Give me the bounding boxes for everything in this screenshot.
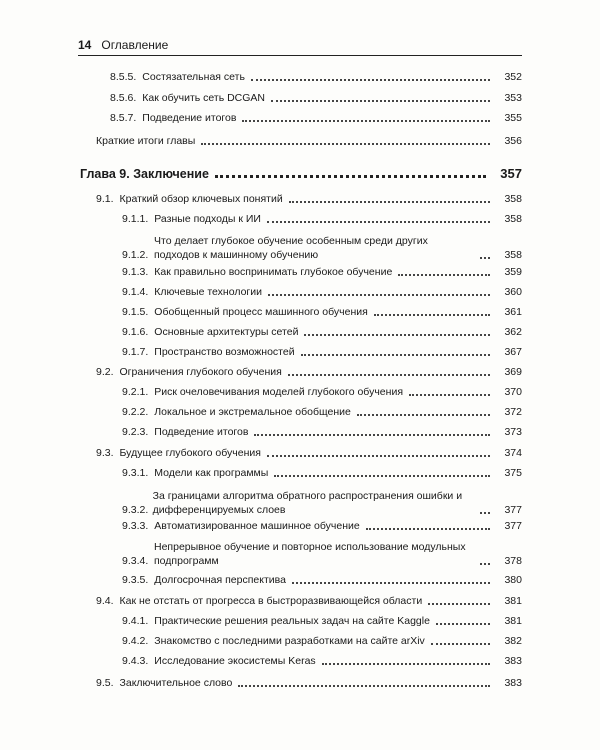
toc-entry-page: 367 bbox=[504, 346, 522, 358]
toc-entry-page: 381 bbox=[504, 615, 522, 627]
leader-dots bbox=[288, 373, 490, 376]
toc-entry-title: Как правильно воспринимать глубокое обучение bbox=[154, 266, 393, 278]
toc-entry bbox=[122, 489, 522, 517]
toc-entry-title: Ключевые технологии bbox=[154, 286, 262, 298]
toc-entry-page: 355 bbox=[504, 112, 522, 124]
toc-entry-page: 383 bbox=[504, 655, 522, 667]
toc-entry-page: 370 bbox=[504, 386, 522, 398]
leader-dots bbox=[254, 433, 490, 436]
leader-dots bbox=[301, 353, 490, 356]
toc-entry-number: 9.4. bbox=[96, 595, 114, 607]
toc-entry-title: Будущее глубокого обучения bbox=[119, 447, 261, 459]
toc-entry-page: 358 bbox=[504, 249, 522, 261]
toc-entry-number: 9.1.2. bbox=[122, 249, 149, 261]
toc-entry-title: Краткие итоги главы bbox=[96, 135, 196, 147]
toc-entry-page: 378 bbox=[504, 555, 522, 567]
toc-entry-number: 8.5.5. bbox=[110, 71, 137, 83]
toc-entry-number: 9.2.3. bbox=[122, 426, 149, 438]
toc-entry bbox=[122, 265, 522, 279]
leader-dots bbox=[251, 78, 490, 81]
toc-entry bbox=[122, 654, 522, 668]
toc-section-entry bbox=[96, 676, 522, 690]
leader-dots bbox=[304, 333, 490, 336]
toc-entry bbox=[122, 234, 522, 262]
toc-entry-page: 362 bbox=[504, 326, 522, 338]
leader-dots bbox=[436, 622, 490, 625]
toc-entry bbox=[122, 212, 522, 226]
leader-dots bbox=[242, 119, 490, 122]
toc-entry-title: Заключительное слово bbox=[119, 677, 233, 689]
leader-dots bbox=[271, 99, 490, 102]
toc-chapter-page: 357 bbox=[500, 166, 522, 181]
toc-entry-title: Практические решения реальных задач на сайте Kaggle bbox=[154, 615, 430, 627]
toc-entry bbox=[122, 540, 522, 568]
toc-entry-title: Локальное и экстремальное обобщение bbox=[154, 406, 351, 418]
leader-dots bbox=[480, 256, 490, 259]
toc-entry-page: 359 bbox=[504, 266, 522, 278]
leader-dots bbox=[431, 642, 490, 645]
toc-entry bbox=[110, 111, 522, 125]
toc-entry-number: 9.5. bbox=[96, 677, 114, 689]
toc-entry bbox=[110, 91, 522, 105]
toc-entry-page: 369 bbox=[504, 366, 522, 378]
leader-dots bbox=[366, 527, 490, 530]
toc-entry bbox=[122, 466, 522, 480]
toc-entry-number: 9.3.2. bbox=[122, 504, 149, 516]
toc-entry-title: Знакомство с последними разработками на сайте arXiv bbox=[154, 635, 425, 647]
toc-section-entry bbox=[96, 365, 522, 379]
toc-entry-title: Долгосрочная перспектива bbox=[154, 574, 286, 586]
leader-dots bbox=[322, 662, 490, 665]
toc-entry-page: 380 bbox=[504, 574, 522, 586]
toc-entry-page: 361 bbox=[504, 306, 522, 318]
toc-entry-page: 374 bbox=[504, 447, 522, 459]
toc-entry-number: 9.3.1. bbox=[122, 467, 149, 479]
leader-dots bbox=[267, 454, 490, 457]
toc-entry-page: 358 bbox=[504, 213, 522, 225]
toc-entry-title: Подведение итогов bbox=[142, 112, 237, 124]
toc-entry-title: Краткий обзор ключевых понятий bbox=[119, 193, 283, 205]
toc-entry-number: 8.5.6. bbox=[110, 92, 137, 104]
toc-entry-title: Пространство возможностей bbox=[154, 346, 295, 358]
toc-entry-title: Подведение итогов bbox=[154, 426, 249, 438]
toc-entry-number: 9.3. bbox=[96, 447, 114, 459]
leader-dots bbox=[289, 200, 490, 203]
toc-entry-number: 9.1.5. bbox=[122, 306, 149, 318]
toc-entry-page: 383 bbox=[504, 677, 522, 689]
leader-dots bbox=[274, 474, 490, 477]
toc-entry-number: 9.2.1. bbox=[122, 386, 149, 398]
toc-entry-number: 9.3.5. bbox=[122, 574, 149, 586]
toc-entry bbox=[122, 573, 522, 587]
toc-section-entry bbox=[96, 446, 522, 460]
toc-entry-number: 9.1.7. bbox=[122, 346, 149, 358]
toc-entry-page: 375 bbox=[504, 467, 522, 479]
leader-dots bbox=[374, 313, 490, 316]
toc-entry-number: 8.5.7. bbox=[110, 112, 137, 124]
leader-dots bbox=[267, 220, 490, 223]
toc-entry-title: Как не отстать от прогресса в быстроразвивающейся области bbox=[119, 595, 423, 607]
toc-entry-page: 377 bbox=[504, 520, 522, 532]
leader-dots bbox=[409, 393, 490, 396]
toc-entry-page: 382 bbox=[504, 635, 522, 647]
toc-entry-title: Непрерывное обучение и повторное использование модульных подпрограмм bbox=[154, 541, 466, 567]
leader-dots bbox=[480, 511, 490, 514]
toc-entry-title: Состязательная сеть bbox=[142, 71, 245, 83]
toc-entry bbox=[122, 614, 522, 628]
toc-chapter-entry bbox=[80, 166, 522, 182]
leader-dots bbox=[215, 174, 486, 178]
toc-entry-page: 353 bbox=[504, 92, 522, 104]
leader-dots bbox=[201, 142, 490, 145]
toc-entry-title: Модели как программы bbox=[154, 467, 269, 479]
toc-entry-title: Обобщенный процесс машинного обучения bbox=[154, 306, 368, 318]
toc-entry-number: 9.1. bbox=[96, 193, 114, 205]
toc-entry bbox=[122, 305, 522, 319]
toc-entry bbox=[122, 519, 522, 533]
toc-entry-number: 9.2.2. bbox=[122, 406, 149, 418]
header-section-title: Оглавление bbox=[101, 38, 169, 52]
toc-entry bbox=[96, 134, 522, 148]
toc-section-entry bbox=[96, 192, 522, 206]
header-page-number: 14 bbox=[78, 38, 92, 52]
toc-entry-number: 9.1.4. bbox=[122, 286, 149, 298]
toc-entry-title: Риск очеловечивания моделей глубокого обучения bbox=[154, 386, 403, 398]
leader-dots bbox=[398, 273, 490, 276]
toc-entry-page: 377 bbox=[504, 504, 522, 516]
toc-entry-title: Ограничения глубокого обучения bbox=[119, 366, 282, 378]
toc-entry-number: 9.4.1. bbox=[122, 615, 149, 627]
toc-entry-page: 360 bbox=[504, 286, 522, 298]
leader-dots bbox=[238, 684, 490, 687]
toc-entry-number: 9.1.1. bbox=[122, 213, 149, 225]
toc-section-entry bbox=[96, 594, 522, 608]
toc-entry bbox=[122, 345, 522, 359]
toc-entry-page: 352 bbox=[504, 71, 522, 83]
toc-entry-title: За границами алгоритма обратного распространения ошибки и дифференцируемых слоев bbox=[152, 490, 463, 516]
toc-entry-page: 372 bbox=[504, 406, 522, 418]
toc-entry-page: 381 bbox=[504, 595, 522, 607]
toc-entry bbox=[122, 385, 522, 399]
toc-entry bbox=[122, 405, 522, 419]
toc-entry-number: 9.4.3. bbox=[122, 655, 149, 667]
leader-dots bbox=[480, 562, 490, 565]
toc-entry bbox=[110, 70, 522, 84]
toc-entry-page: 358 bbox=[504, 193, 522, 205]
toc-entry-number: 9.3.3. bbox=[122, 520, 149, 532]
leader-dots bbox=[428, 602, 490, 605]
toc-entry-title: Как обучить сеть DCGAN bbox=[142, 92, 266, 104]
toc-entry-number: 9.4.2. bbox=[122, 635, 149, 647]
toc-entry-number: 9.3.4. bbox=[122, 555, 149, 567]
toc-entry-number: 9.1.6. bbox=[122, 326, 149, 338]
toc-entry-page: 373 bbox=[504, 426, 522, 438]
toc-entry-title: Разные подходы к ИИ bbox=[154, 213, 261, 225]
toc-entry bbox=[122, 425, 522, 439]
toc-entry-title: Что делает глубокое обучение особенным среди других подходов к машинному обучению bbox=[154, 235, 428, 261]
toc-entry-number: 9.2. bbox=[96, 366, 114, 378]
toc-entry bbox=[122, 285, 522, 299]
toc-entry-page: 356 bbox=[504, 135, 522, 147]
toc-entry-title: Исследование экосистемы Keras bbox=[154, 655, 316, 667]
toc-entry-title: Автоматизированное машинное обучение bbox=[154, 520, 360, 532]
leader-dots bbox=[292, 581, 490, 584]
toc-chapter-title: Глава 9. Заключение bbox=[80, 167, 209, 181]
leader-dots bbox=[268, 293, 490, 296]
toc-entry bbox=[122, 634, 522, 648]
leader-dots bbox=[357, 413, 490, 416]
toc-entry-title: Основные архитектуры сетей bbox=[154, 326, 299, 338]
toc-entry bbox=[122, 325, 522, 339]
toc-entry-number: 9.1.3. bbox=[122, 266, 149, 278]
